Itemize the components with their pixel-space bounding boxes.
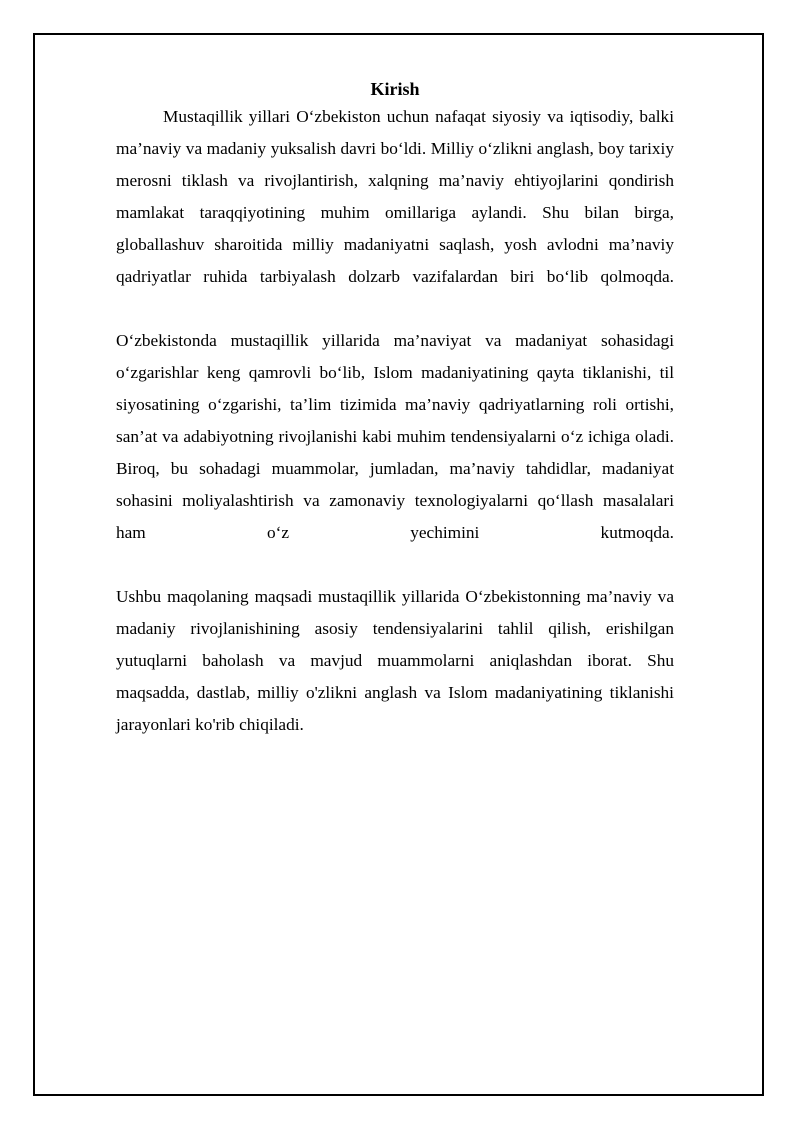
document-body: [116, 35, 674, 741]
paragraph-2: O‘zbekistonda mustaqillik yillarida ma’naviyat va madaniyat sohasidagi o‘zgarishlar keng qamrovli bo‘lib, Islom madaniyatining qayta tiklanishi, til siyosatining o‘zgarishi, ta’lim tizimida ma’naviy qadriyatlarning roli ortishi, san’at va adabiyotning rivojlanishi kabi muhim tendensiyalarni o‘z ichiga oladi. Biroq, bu sohadagi muammolar, jumladan, ma’naviy tahdidlar, madaniyat sohasini moliyalashtirish va zamonaviy texnologiyalarni qo‘llash masalalari ham o‘z yechimini kutmoqda.: [116, 331, 674, 542]
page-frame: [33, 33, 764, 1096]
paragraph-3: Ushbu maqolaning maqsadi mustaqillik yillarida O‘zbekistonning ma’naviy va madaniy rivojlanishining asosiy tendensiyalarini tahlil qilish, erishilgan yutuqlarni baholash va mavjud muammolarni aniqlashdan iborat. Shu maqsadda, dastlab, milliy o'zlikni anglash va Islom madaniyatining tiklanishi jarayonlari ko'rib chiqiladi.: [116, 587, 674, 734]
paragraph-1: Mustaqillik yillari O‘zbekiston uchun nafaqat siyosiy va iqtisodiy, balki ma’naviy va madaniy yuksalish davri bo‘ldi. Milliy o‘zlikni anglash, boy tarixiy merosni tiklash va rivojlantirish, xalqning ma’naviy ehtiyojlarini qondirish mamlakat taraqqiyotining muhim omillariga aylandi. Shu bilan birga, globallashuv sharoitida milliy madaniyatni saqlash, yosh avlodni ma’naviy qadriyatlar ruhida tarbiyalash dolzarb vazifalardan biri bo‘lib qolmoqda.: [116, 107, 674, 286]
document-title: Kirish: [370, 79, 420, 99]
